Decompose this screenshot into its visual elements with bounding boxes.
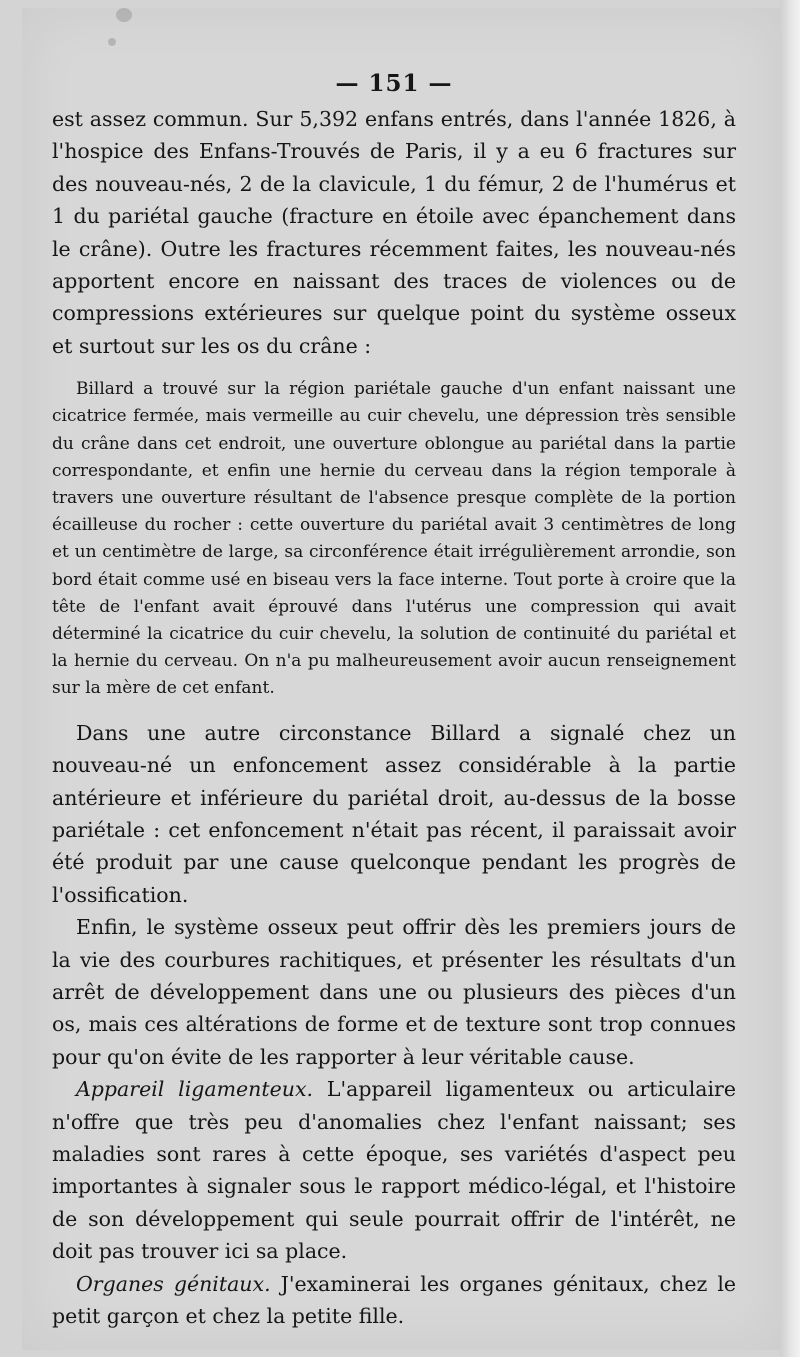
- paragraph-ligament-apparatus: [52, 1073, 736, 1267]
- paragraph-fracture-statistics: est assez commun. Sur 5,392 enfans entrés, dans l'année 1826, à l'hospice des Enfans-Trouvés de Paris, il y a eu 6 fractures sur des nouveau-nés, 2 de la clavicule, 1 du fémur, 2 de l'humérus et 1 du pariétal gauche (fracture en étoile avec épanchement dans le crâne). Outre les fractures récemment faites, les nouveau-nés apportent encore en naissant des traces de violences ou de compressions extérieures sur quelque point du système osseux et surtout sur les os du crâne :: [52, 107, 736, 358]
- paragraph-rachitic-curvatures: Enfin, le système osseux peut offrir dès les premiers jours de la vie des courbures rachitiques, et présenter les résultats d'un arrêt de développement dans une ou plusieurs des pièces d'un os, mais ces altérations de forme et de texture sont trop connues pour qu'on évite de les rapporter à leur véritable cause.: [52, 915, 736, 1069]
- ink-stain: [116, 8, 132, 22]
- genitals-text: J'examinerai les organes génitaux, chez le petit garçon et chez la petite fille.: [52, 1271, 737, 1328]
- ink-stain: [108, 38, 116, 46]
- ligaments-text: L'appareil ligamenteux ou articulaire n'offre que très peu d'anomalies chez l'enfant naissant; ses maladies sont rares à cette époque, ses variétés d'aspect peu importantes à signaler sous le rapport médico-légal, et l'histoire de son développement qui seule pourrait offrir de l'intérêt, ne doit pas trouver ici sa place.: [52, 1077, 736, 1264]
- paragraph-parietal-depression: Dans une autre circonstance Billard a signalé chez un nouveau-né un enfoncement assez considérable à la partie antérieure et inférieure du pariétal droit, au-dessus de la bosse pariétale : cet enfoncement n'était pas récent, il paraissait avoir été produit par une cause quelconque pendant les progrès de l'ossification.: [52, 720, 736, 907]
- page-content: [52, 70, 736, 1332]
- section-heading-ligaments: Appareil ligamenteux.: [76, 1077, 314, 1102]
- page-edge-shadow: [780, 0, 800, 1357]
- page-number: — 151 —: [335, 70, 453, 97]
- paragraph-genital-organs: [52, 1268, 736, 1333]
- section-heading-genitals: Organes génitaux.: [76, 1271, 271, 1296]
- paragraph-billard-case-quote: Billard a trouvé sur la région pariétale gauche d'un enfant naissant une cicatrice fermée, mais vermeille au cuir chevelu, une dépression très sensible du crâne dans cet endroit, une ouverture oblongue au pariétal dans la partie correspondante, et enfin une hernie du cerveau dans la région temporale à travers une ouverture résultant de l'absence presque complète de la portion écailleuse du rocher : cette ouverture du pariétal avait 3 centimètres de long et un centimètre de large, sa circonférence était irrégulièrement arrondie, son bord était comme usé en biseau vers la face interne. Tout porte à croire que la tête de l'enfant avait éprouvé dans l'utérus une compression qui avait déterminé la cicatrice du cuir chevelu, la solution de continuité du pariétal et la hernie du cerveau. On n'a pu malheureusement avoir aucun renseignement sur la mère de cet enfant.: [52, 379, 736, 699]
